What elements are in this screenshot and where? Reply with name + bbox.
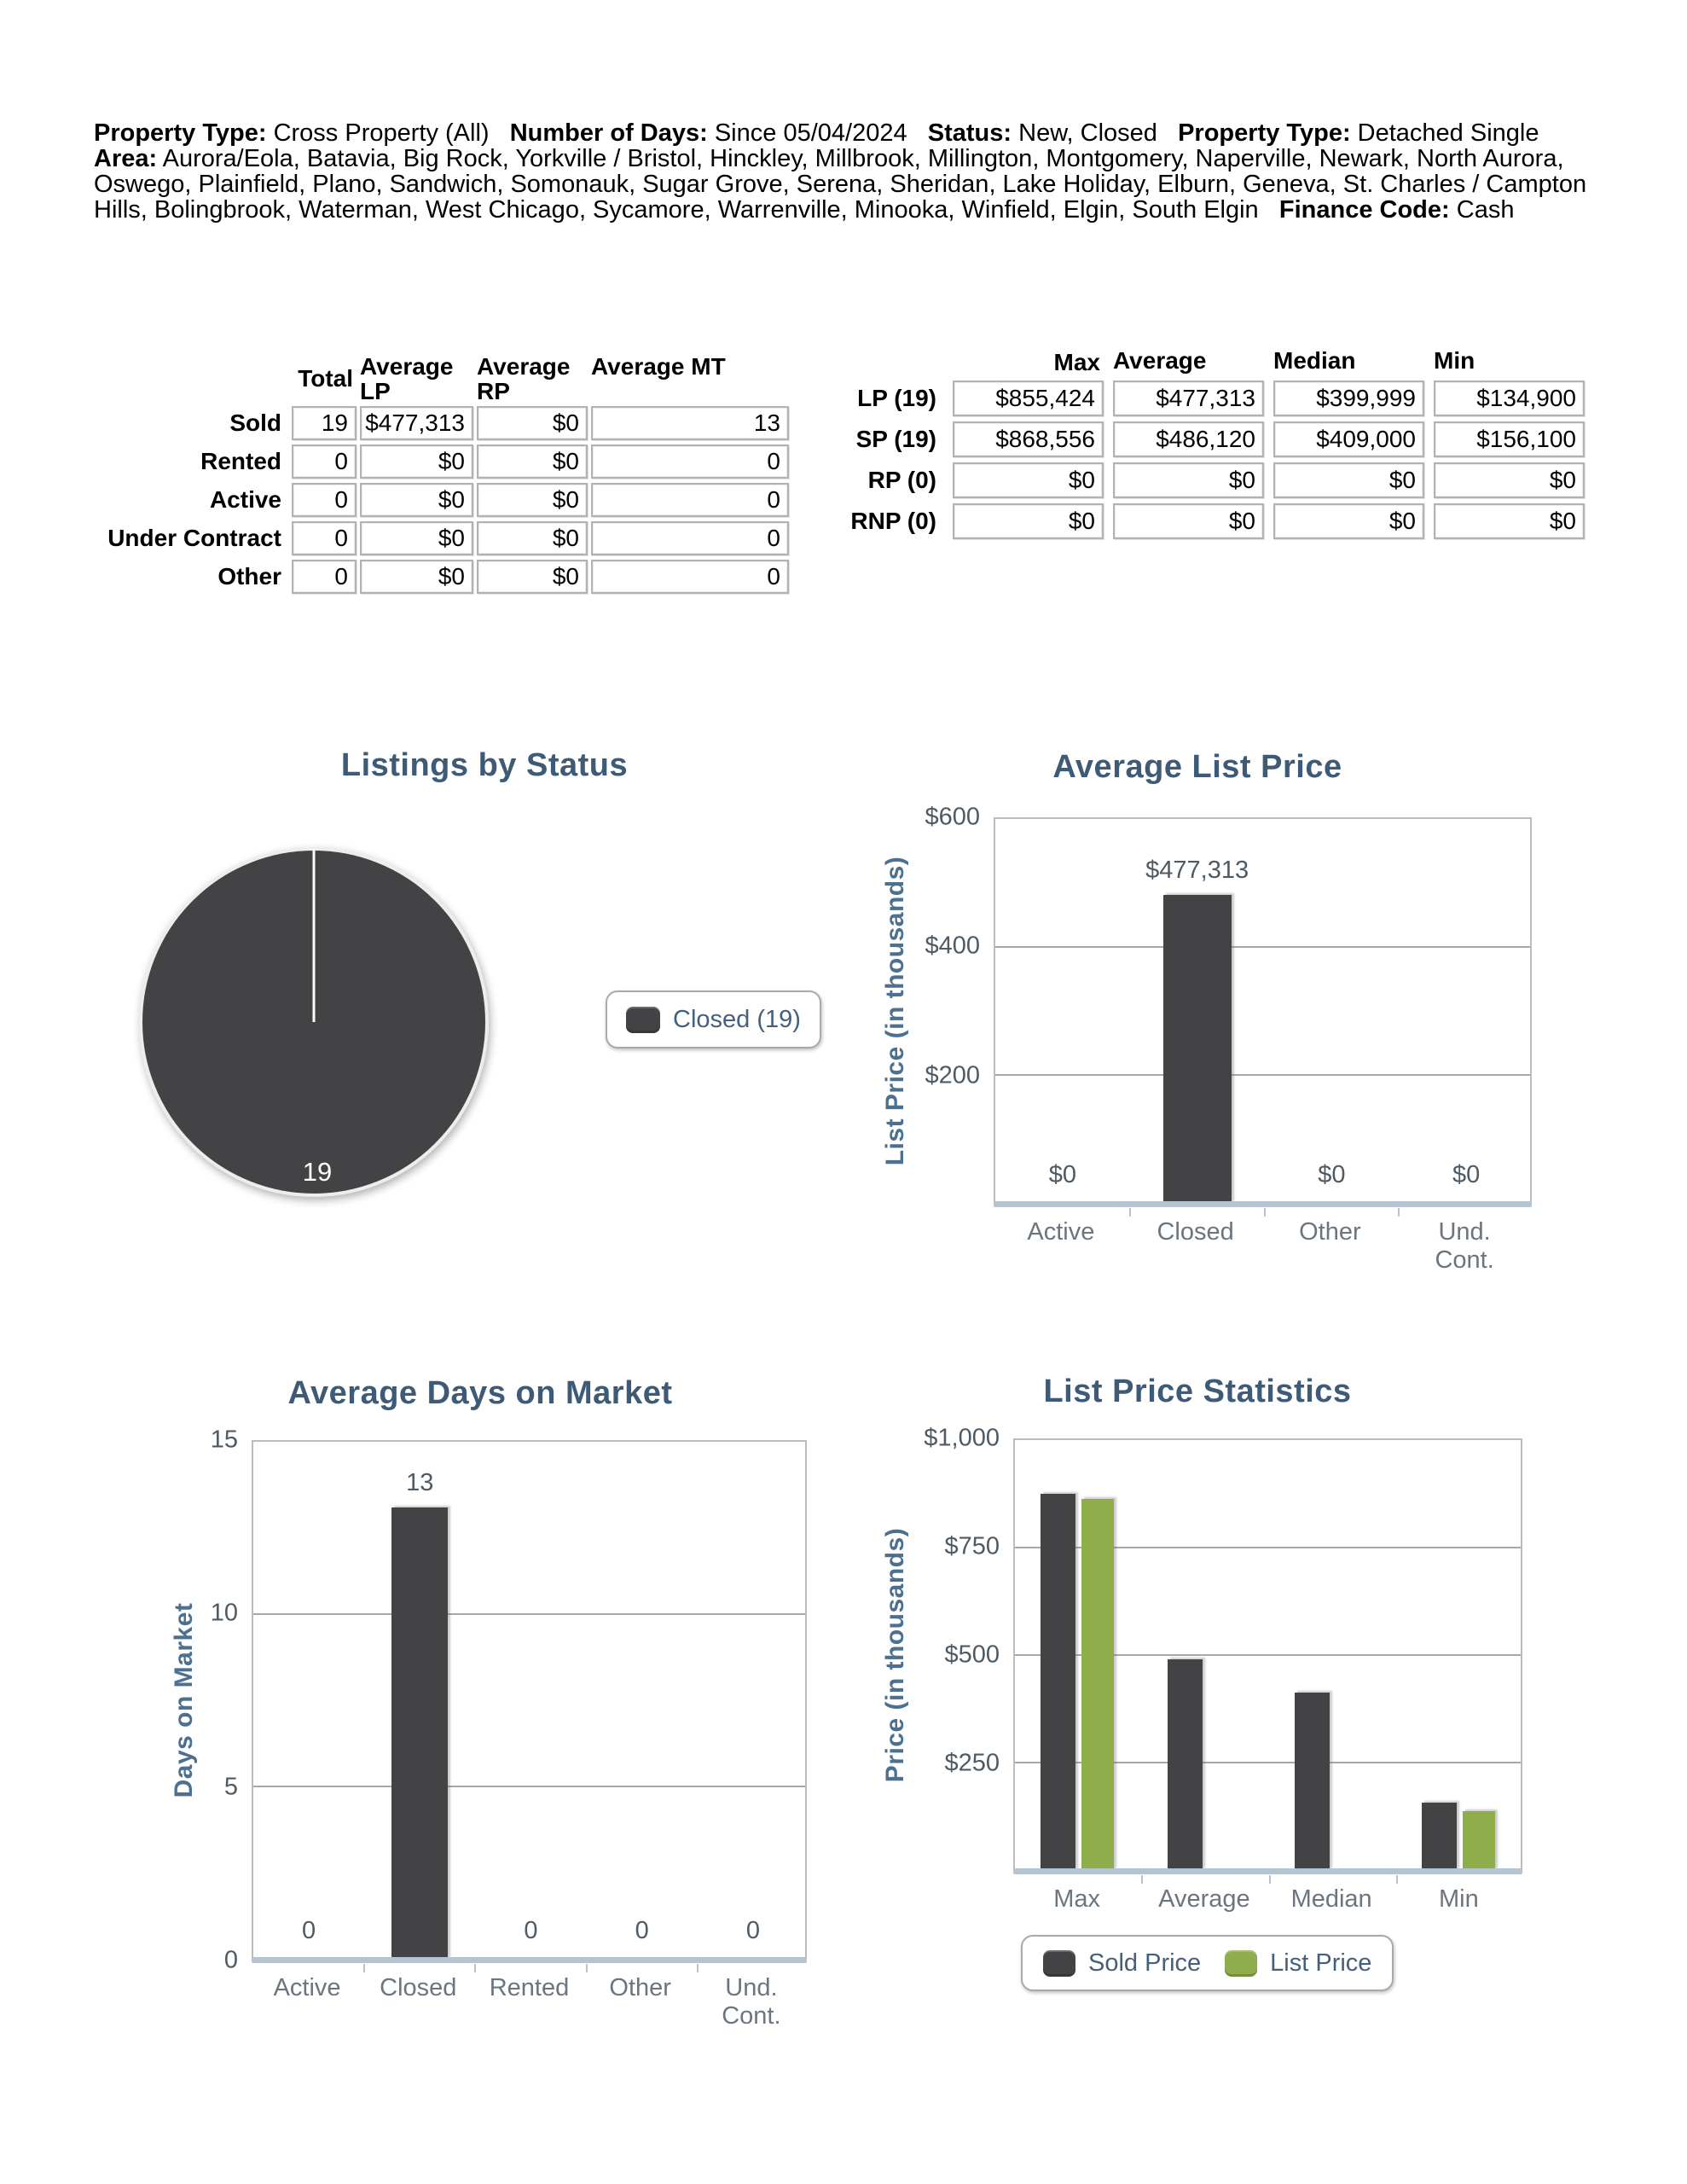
x-axis-category-label — [1128, 1218, 1263, 1246]
bar-median-sold-price — [1295, 1693, 1330, 1870]
table-column-header: Max — [1053, 348, 1100, 375]
x-axis-category-label — [1395, 1885, 1522, 1914]
table-corner — [802, 348, 943, 375]
table-value-cell: $477,313 — [360, 406, 473, 440]
price-statistics-table — [802, 348, 1585, 539]
bar-value-label: $0 — [1452, 1161, 1481, 1188]
table-value-cell: $0 — [477, 406, 588, 440]
x-axis-category-text: Active — [273, 1974, 341, 2001]
table-value-cell: 13 — [591, 406, 789, 440]
x-axis-tick — [586, 1964, 588, 1972]
listings-by-status-chart — [111, 734, 861, 1297]
chart-title: Listings by Status — [340, 747, 629, 783]
legend-swatch-sold-price — [1043, 1950, 1075, 1977]
table-row-label: RP (0) — [867, 467, 936, 493]
x-axis-category-label — [1268, 1885, 1395, 1914]
y-axis-ticks — [107, 1426, 252, 1974]
x-axis-category-label — [1140, 1885, 1267, 1914]
table-row-label: Rented — [200, 448, 281, 474]
pie-graphic — [136, 845, 491, 1199]
plot-wrap — [925, 803, 1532, 1274]
legend-swatch-list-price — [1225, 1950, 1257, 1977]
y-tick-label: 15 — [210, 1426, 238, 1454]
table-row-label: Under Contract — [107, 525, 281, 551]
table-row-label: SP (19) — [855, 426, 936, 452]
table-value-cell: $0 — [1273, 462, 1424, 498]
criteria-label: Area: — [94, 145, 158, 172]
x-axis-baseline — [1013, 1868, 1522, 1874]
bar-max-sold-price — [1041, 1494, 1075, 1870]
table-value-cell: 0 — [591, 444, 789, 479]
y-tick-label: $250 — [944, 1749, 1000, 1777]
y-tick-label: $400 — [925, 932, 980, 960]
table-value-cell: $0 — [360, 521, 473, 555]
x-axis-category-label — [1263, 1218, 1398, 1246]
x-axis-baseline — [994, 1201, 1532, 1207]
bar-value-label: $0 — [1318, 1161, 1346, 1188]
y-tick-label: $500 — [944, 1641, 1000, 1669]
chart-title: List Price Statistics — [1043, 1374, 1352, 1409]
x-axis-category-label — [1397, 1218, 1532, 1275]
pie-legend — [606, 990, 821, 1048]
table-value-cell: $0 — [360, 483, 473, 517]
x-axis-category-text: Max — [1053, 1885, 1101, 1913]
table-value-cell: 0 — [591, 560, 789, 594]
table-value-cell: $0 — [477, 521, 588, 555]
x-axis-category-text: Closed — [1157, 1218, 1234, 1246]
x-axis-category-text: Min — [1439, 1885, 1479, 1913]
x-axis-tick — [1398, 1208, 1400, 1217]
table-column-header: Average RP — [477, 353, 571, 404]
x-axis-category-label — [994, 1218, 1128, 1246]
plot-wrap — [924, 1424, 1522, 1913]
table-value-cell: $0 — [953, 503, 1104, 539]
y-tick-label: 10 — [210, 1599, 238, 1627]
table-value-cell: $477,313 — [1113, 380, 1264, 416]
table-column-header: Min — [1434, 347, 1475, 374]
x-axis-category-label — [585, 1974, 696, 2002]
table-value-cell: $0 — [1434, 503, 1585, 539]
x-axis-tick — [697, 1964, 699, 1972]
table-value-cell: $156,100 — [1434, 421, 1585, 457]
y-axis-title: List Price (in thousands) — [881, 856, 909, 1166]
table-row-label: LP (19) — [857, 385, 936, 411]
x-axis-category-text: Other — [609, 1974, 671, 2001]
x-axis-tick — [1269, 1875, 1271, 1884]
x-axis-category-label — [362, 1974, 473, 2002]
table-corner — [94, 354, 288, 402]
y-tick-label: $1,000 — [924, 1424, 1000, 1452]
x-axis-category-label — [696, 1974, 807, 2030]
list-price-statistics-chart — [844, 1355, 1629, 2123]
table-value-cell: $855,424 — [953, 380, 1104, 416]
x-axis-category-label — [252, 1974, 362, 2002]
bar-max-list-price — [1081, 1499, 1114, 1870]
x-axis-category-text: Und. Cont. — [722, 1974, 781, 2030]
bar-value-label: 0 — [745, 1917, 760, 1944]
x-axis-tick — [363, 1964, 365, 1972]
table-column-header: Median — [1273, 347, 1356, 374]
table-column-header: Average MT — [591, 353, 726, 380]
y-tick-label: $750 — [944, 1532, 1000, 1560]
y-axis-ticks — [849, 803, 994, 1205]
x-axis-category-label — [1013, 1885, 1140, 1914]
table-value-cell: $0 — [477, 483, 588, 517]
criteria-label: Property Type: — [1178, 119, 1351, 147]
table-value-cell: 0 — [292, 444, 357, 479]
y-axis-title: Price (in thousands) — [881, 1527, 909, 1783]
table-value-cell: $409,000 — [1273, 421, 1424, 457]
gridline — [253, 1786, 805, 1787]
bar-value-label: 0 — [524, 1917, 538, 1944]
table-value-cell: 0 — [591, 521, 789, 555]
bar-min-list-price — [1463, 1811, 1495, 1870]
table-value-cell: 19 — [292, 406, 357, 440]
table-value-cell: $0 — [1273, 503, 1424, 539]
table-value-cell: 0 — [591, 483, 789, 517]
x-axis-tick — [1141, 1875, 1143, 1884]
table-row-label: Sold — [229, 410, 281, 436]
table-value-cell: $0 — [1113, 462, 1264, 498]
table-column-header: Average — [1113, 347, 1207, 374]
bar-value-label: 0 — [635, 1917, 649, 1944]
pie-slice-value: 19 — [302, 1157, 333, 1187]
table-value-cell: $0 — [360, 560, 473, 594]
x-axis-labels — [994, 1218, 1532, 1329]
average-list-price-chart — [844, 734, 1612, 1331]
table-value-cell: $868,556 — [953, 421, 1104, 457]
chart-legend — [1021, 1935, 1394, 1991]
bar-value-label: $477,313 — [1145, 856, 1249, 884]
chart-title: Average List Price — [1052, 749, 1342, 785]
y-tick-label: $200 — [925, 1061, 980, 1089]
table-row-label: Other — [217, 563, 281, 590]
bar-value-label: 0 — [302, 1917, 316, 1944]
bar-average-sold-price — [1168, 1659, 1203, 1870]
criteria-label: Status: — [927, 119, 1012, 147]
plot-area — [252, 1440, 807, 1960]
plot-area — [994, 817, 1532, 1205]
x-axis-tick — [1129, 1208, 1131, 1217]
y-tick-label: 5 — [223, 1773, 238, 1801]
average-days-on-market-chart — [111, 1356, 861, 2124]
report-criteria: Property Type: Cross Property (All) Number of Days: Since 05/04/2024 Status: New, Closed Property Type: Detached Single Area: Aurora/Eola, Batavia, Big Rock, Yorkville / Bristol, Hinckley, Millbrook, Millington, Montgomery, Naperville, Newark, North Aurora, Oswego, Plainfield, Plano, Sandwich, Somonauk, Sugar Grove, Serena, Sheridan, Lake Holiday, Elburn, Geneva, St. Charles / Campton Hills, Bolingbrook, Waterman, West Chicago, Sycamore, Warrenville, Minooka, Winfield, Elgin, South Elgin Finance Code: Cash — [94, 119, 1587, 224]
x-axis-category-text: Closed — [380, 1974, 457, 2001]
table-value-cell: $0 — [477, 560, 588, 594]
bar-closed — [391, 1507, 448, 1959]
criteria-label: Number of Days: — [509, 119, 708, 147]
x-axis-tick — [1264, 1208, 1266, 1217]
x-axis-category-label — [473, 1974, 584, 2002]
bar-closed — [1163, 895, 1232, 1203]
y-tick-label: $600 — [925, 803, 980, 831]
y-axis-ticks — [868, 1424, 1013, 1872]
criteria-label: Finance Code: — [1278, 196, 1450, 224]
x-axis-category-text: Und. Cont. — [1435, 1218, 1494, 1274]
x-axis-category-text: Active — [1027, 1218, 1095, 1246]
x-axis-category-text: Average — [1158, 1885, 1250, 1913]
table-value-cell: $134,900 — [1434, 380, 1585, 416]
y-tick-label: 0 — [223, 1946, 238, 1974]
x-axis-baseline — [252, 1957, 807, 1963]
legend-label-list-price: List Price — [1270, 1949, 1372, 1977]
plot-wrap — [210, 1426, 807, 2030]
bar-value-label: 13 — [406, 1469, 434, 1497]
table-value-cell: $0 — [477, 444, 588, 479]
table-value-cell: 0 — [292, 560, 357, 594]
table-value-cell: $399,999 — [1273, 380, 1424, 416]
table-value-cell: $0 — [1113, 503, 1264, 539]
table-row-label: RNP (0) — [850, 508, 936, 534]
chart-title: Average Days on Market — [287, 1375, 673, 1411]
table-value-cell: $486,120 — [1113, 421, 1264, 457]
table-value-cell: 0 — [292, 521, 357, 555]
legend-swatch-closed — [626, 1007, 660, 1033]
gridline — [995, 1074, 1530, 1076]
y-axis-title: Days on Market — [170, 1602, 198, 1798]
table-row-label: Active — [209, 486, 281, 513]
plot-area — [1013, 1438, 1522, 1872]
x-axis-category-text: Rented — [489, 1974, 570, 2001]
table-value-cell: $0 — [1434, 462, 1585, 498]
x-axis-category-text: Median — [1290, 1885, 1372, 1913]
x-axis-labels — [252, 1974, 807, 2085]
x-axis-category-text: Other — [1299, 1218, 1361, 1246]
table-value-cell: 0 — [292, 483, 357, 517]
table-value-cell: $0 — [360, 444, 473, 479]
listing-status-summary-table — [94, 354, 789, 594]
legend-label-sold-price: Sold Price — [1088, 1949, 1202, 1977]
x-axis-tick — [1396, 1875, 1398, 1884]
bar-value-label: $0 — [1048, 1161, 1077, 1188]
bar-min-sold-price — [1422, 1803, 1457, 1870]
table-column-header: Average LP — [360, 353, 454, 404]
gridline — [995, 946, 1530, 948]
table-value-cell: $0 — [953, 462, 1104, 498]
table-column-header: Total — [298, 364, 353, 392]
legend-label-closed: Closed (19) — [673, 1005, 801, 1033]
gridline — [253, 1613, 805, 1615]
x-axis-tick — [474, 1964, 476, 1972]
criteria-label: Property Type: — [94, 119, 267, 147]
